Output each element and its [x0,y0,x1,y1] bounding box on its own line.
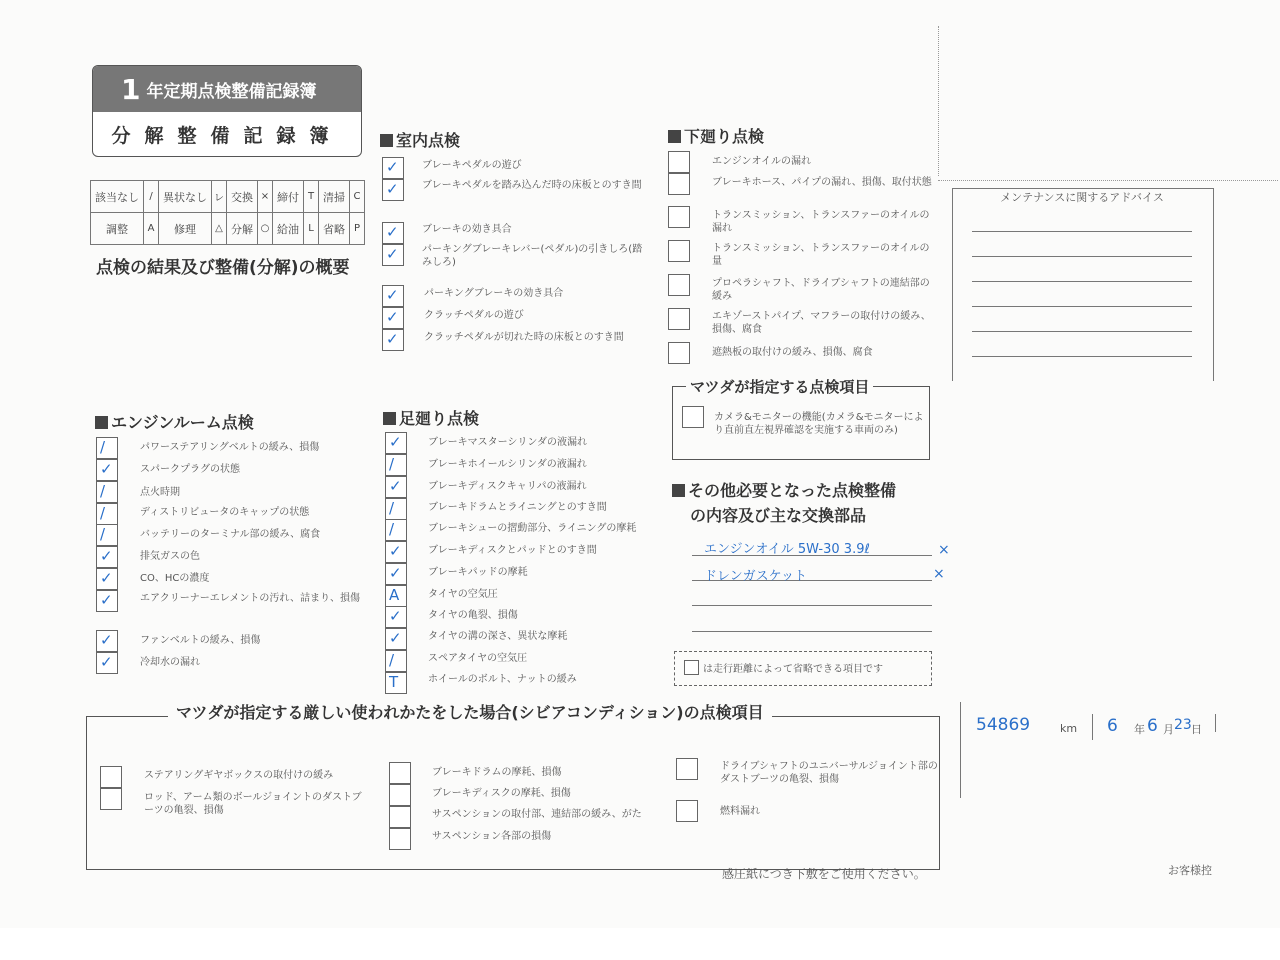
month-label: 月 [1163,723,1174,736]
interior-title-text: 室内点検 [396,131,461,150]
advice-line [972,231,1192,232]
day-label: 日 [1191,723,1202,736]
chassis-item: ブレーキシューの摺動部分、ライニングの摩耗 [428,523,637,534]
check-mark: / [389,455,395,473]
other-entry-mark: × [938,542,950,558]
severe-checkbox[interactable] [676,800,698,822]
other-title-line2: の内容及び主な交換部品 [690,506,867,525]
interior-item: クラッチペダルの遊び [424,310,524,321]
interior-item: ブレーキペダルの遊び [422,160,522,171]
legend-table [90,180,365,245]
chassis-item: タイヤの空気圧 [428,589,498,600]
engine-room-item: スパークプラグの状態 [140,464,240,475]
legend-cell: 分解 [227,213,258,245]
other-entry-line [692,605,932,606]
section-marker [383,412,396,425]
engine-room-section-title [95,410,254,433]
section-marker [95,416,108,429]
legend-symbol: L [304,213,319,245]
underbody-item: エンジンオイルの漏れ [712,156,811,167]
check-mark: ✓ [386,158,399,176]
other-entry-handwritten: ドレンガスケット [704,569,808,584]
interior-item: パーキングブレーキの効き具合 [424,288,564,299]
chassis-item: ブレーキディスクとパッドとのすき間 [428,545,597,556]
legend-cell: 交換 [227,181,258,213]
check-mark: / [100,438,106,456]
check-mark: / [389,651,395,669]
perforation-line [938,26,939,176]
legend-symbol: T [304,181,319,213]
chassis-item: ブレーキホイールシリンダの液漏れ [428,459,587,470]
check-mark: ✓ [389,477,402,495]
engine-room-item: ファンベルトの緩み、損傷 [140,635,261,646]
interior-item: クラッチペダルが切れた時の床板とのすき間 [424,332,624,343]
check-mark: / [100,504,106,522]
day-value: 23 [1174,717,1192,733]
severe-item: ステアリングギヤボックスの取付けの緩み [144,770,334,781]
check-mark: / [100,525,106,543]
odometer-unit: km [1060,722,1078,735]
chassis-section-title [383,406,479,429]
legend-cell: 省略 [319,213,350,245]
engine-room-item: CO、HCの濃度 [140,573,210,584]
mazda-items-title: マツダが指定する点検項目 [686,376,873,397]
legend-cell: 異状なし [159,181,212,213]
mazda-items-checkbox[interactable] [682,406,704,428]
check-mark: ✓ [386,308,399,326]
underbody-checkbox[interactable] [668,206,690,228]
engine-room-item: パワーステアリングベルトの緩み、損傷 [140,442,320,453]
severe-item: サスペンションの取付部、連結部の緩み、がた [432,809,642,820]
other-title-line1: その他必要となった点検整備 [688,481,897,500]
engine-room-item: 排気ガスの色 [140,551,200,562]
record-divider [960,702,961,798]
check-mark: ✓ [386,286,399,304]
other-entry-line [692,631,932,632]
engine-room-item: 冷却水の漏れ [140,657,200,668]
check-mark: ✓ [386,180,399,198]
subtitle: 分解整備記録簿 [111,124,343,147]
engine-room-title-text: エンジンルーム点検 [111,413,254,432]
title-text: 年定期点検整備記録簿 [146,81,317,102]
other-section-title [672,478,896,501]
underbody-section-title [668,124,764,147]
check-mark: ✓ [386,223,399,241]
severe-checkbox[interactable] [389,806,411,828]
month-value: 6 [1147,716,1158,736]
underbody-checkbox[interactable] [668,308,690,330]
legend-symbol: A [144,213,159,245]
check-mark: ✓ [389,564,402,582]
severe-item: ロッド、アーム類のボールジョイントのダストブーツの亀裂、損傷 [144,792,362,816]
underbody-item: トランスミッション、トランスファーのオイルの量 [712,243,930,267]
engine-room-item: バッテリーのターミナル部の緩み、腐食 [140,529,321,540]
section-marker [672,484,685,497]
check-mark: ✓ [389,629,402,647]
year-value: 6 [1107,716,1118,736]
underbody-item: 遮熱板の取付けの緩み、損傷、腐食 [712,347,873,358]
advice-frame [952,188,1214,381]
year-label: 年 [1134,723,1145,736]
severe-item: ドライブシャフトのユニバーサルジョイント部のダストブーツの亀裂、損傷 [720,761,938,785]
check-mark: / [100,482,106,500]
chassis-item: スペアタイヤの空気圧 [428,653,528,664]
other-entry-mark: × [933,566,945,582]
chassis-item: ブレーキドラムとライニングとのすき間 [428,502,607,513]
severe-checkbox[interactable] [100,788,122,810]
check-mark: ✓ [100,569,113,587]
mazda-items-item: カメラ&モニターの機能(カメラ&モニターにより直前直左視界確認を実施する車両のみ) [714,412,924,436]
legend-symbol: × [258,181,273,213]
chassis-item: ブレーキディスクキャリパの液漏れ [428,481,587,492]
other-entry-handwritten: エンジンオイル 5W-30 3.9ℓ [704,542,870,557]
note-checkbox [684,660,699,675]
underbody-item: ブレーキホース、パイプの漏れ、損傷、取付状態 [712,177,932,188]
severe-checkbox[interactable] [389,828,411,850]
scan-margin [0,928,1280,960]
severe-item: サスペンション各部の損傷 [432,831,552,842]
note-text: は走行距離によって省略できる項目です [703,664,883,675]
legend-cell: 給油 [273,213,304,245]
advice-line [972,281,1192,282]
severe-item: ブレーキディスクの摩耗、損傷 [432,788,571,799]
check-mark: A [389,586,400,604]
chassis-item: タイヤの溝の深さ、異状な摩耗 [428,631,568,642]
check-mark: ✓ [389,433,402,451]
underbody-checkbox[interactable] [668,173,690,195]
severe-item: ブレーキドラムの摩耗、損傷 [432,767,562,778]
underbody-checkbox[interactable] [668,240,690,262]
advice-line [972,306,1192,307]
record-divider [1215,714,1216,732]
perforation-line [938,180,1278,181]
severe-checkbox[interactable] [389,762,411,784]
section-marker [380,134,393,147]
check-mark: / [389,499,395,517]
title-number: 1 [121,72,141,106]
legend-symbol: C [350,181,365,213]
legend-symbol: / [144,181,159,213]
interior-item: ブレーキペダルを踏み込んだ時の床板とのすき間 [422,180,642,191]
legend-cell: 該当なし [91,181,144,213]
check-mark: / [389,520,395,538]
legend-cell: 清掃 [319,181,350,213]
chassis-item: タイヤの亀裂、損傷 [428,610,518,621]
underbody-checkbox[interactable] [668,274,690,296]
underbody-item: エキゾーストパイプ、マフラーの取付けの緩み、損傷、腐食 [712,311,931,335]
underbody-checkbox[interactable] [668,342,690,364]
advice-line [972,256,1192,257]
check-mark: ✓ [386,330,399,348]
underbody-title-text: 下廻り点検 [684,127,765,146]
odometer-value: 54869 [976,715,1031,735]
section-marker [668,130,681,143]
title-box [92,65,362,157]
severe-title: マツダが指定する厳しい使われかたをした場合(シビアコンディション)の点検項目 [168,700,772,723]
interior-item: パーキングブレーキレバー(ペダル)の引きしろ(踏みしろ) [422,244,643,268]
legend-cell: 調整 [91,213,144,245]
chassis-title-text: 足廻り点検 [399,409,480,428]
engine-room-item: エアクリーナーエレメントの汚れ、詰まり、損傷 [140,593,360,604]
check-mark: ✓ [100,460,113,478]
severe-checkbox[interactable] [389,784,411,806]
advice-line [972,356,1192,357]
legend-symbol: ○ [258,213,273,245]
check-mark: ✓ [389,542,402,560]
legend-row [91,181,365,213]
severe-checkbox[interactable] [676,758,698,780]
underbody-item: プロペラシャフト、ドライブシャフトの連結部の緩み [712,278,930,302]
customer-copy-label: お客様控 [1168,864,1212,877]
chassis-item: ブレーキパッドの摩耗 [428,567,528,578]
check-mark: ✓ [389,607,402,625]
check-mark: T [389,673,399,691]
legend-cell: 締付 [273,181,304,213]
check-mark: ✓ [100,631,113,649]
legend-symbol: P [350,213,365,245]
title-bar [93,66,361,112]
engine-room-item: 点火時期 [140,487,180,498]
chassis-item: ホイールのボルト、ナットの緩み [428,674,577,685]
check-mark: ✓ [100,591,113,609]
chassis-item: ブレーキマスターシリンダの液漏れ [428,437,587,448]
legend-cell: 修理 [159,213,212,245]
legend-row [91,213,365,245]
check-mark: ✓ [100,653,113,671]
carbon-paper-notice: 感圧紙につき下敷をご使用ください。 [722,867,926,881]
underbody-item: トランスミッション、トランスファーのオイルの漏れ [712,210,930,234]
interior-item: ブレーキの効き具合 [422,224,512,235]
record-divider [1092,714,1093,740]
advice-title: メンテナンスに関するアドバイス [1000,191,1164,204]
legend-symbol: △ [212,213,227,245]
overview-title: 点検の結果及び整備(分解)の概要 [96,258,350,278]
severe-item: 燃料漏れ [720,806,760,817]
advice-line [972,331,1192,332]
interior-section-title [380,128,460,151]
legend-symbol: レ [212,181,227,213]
engine-room-item: ディストリビュータのキャップの状態 [140,507,310,518]
check-mark: ✓ [100,547,113,565]
underbody-checkbox[interactable] [668,151,690,173]
check-mark: ✓ [386,245,399,263]
severe-checkbox[interactable] [100,766,122,788]
